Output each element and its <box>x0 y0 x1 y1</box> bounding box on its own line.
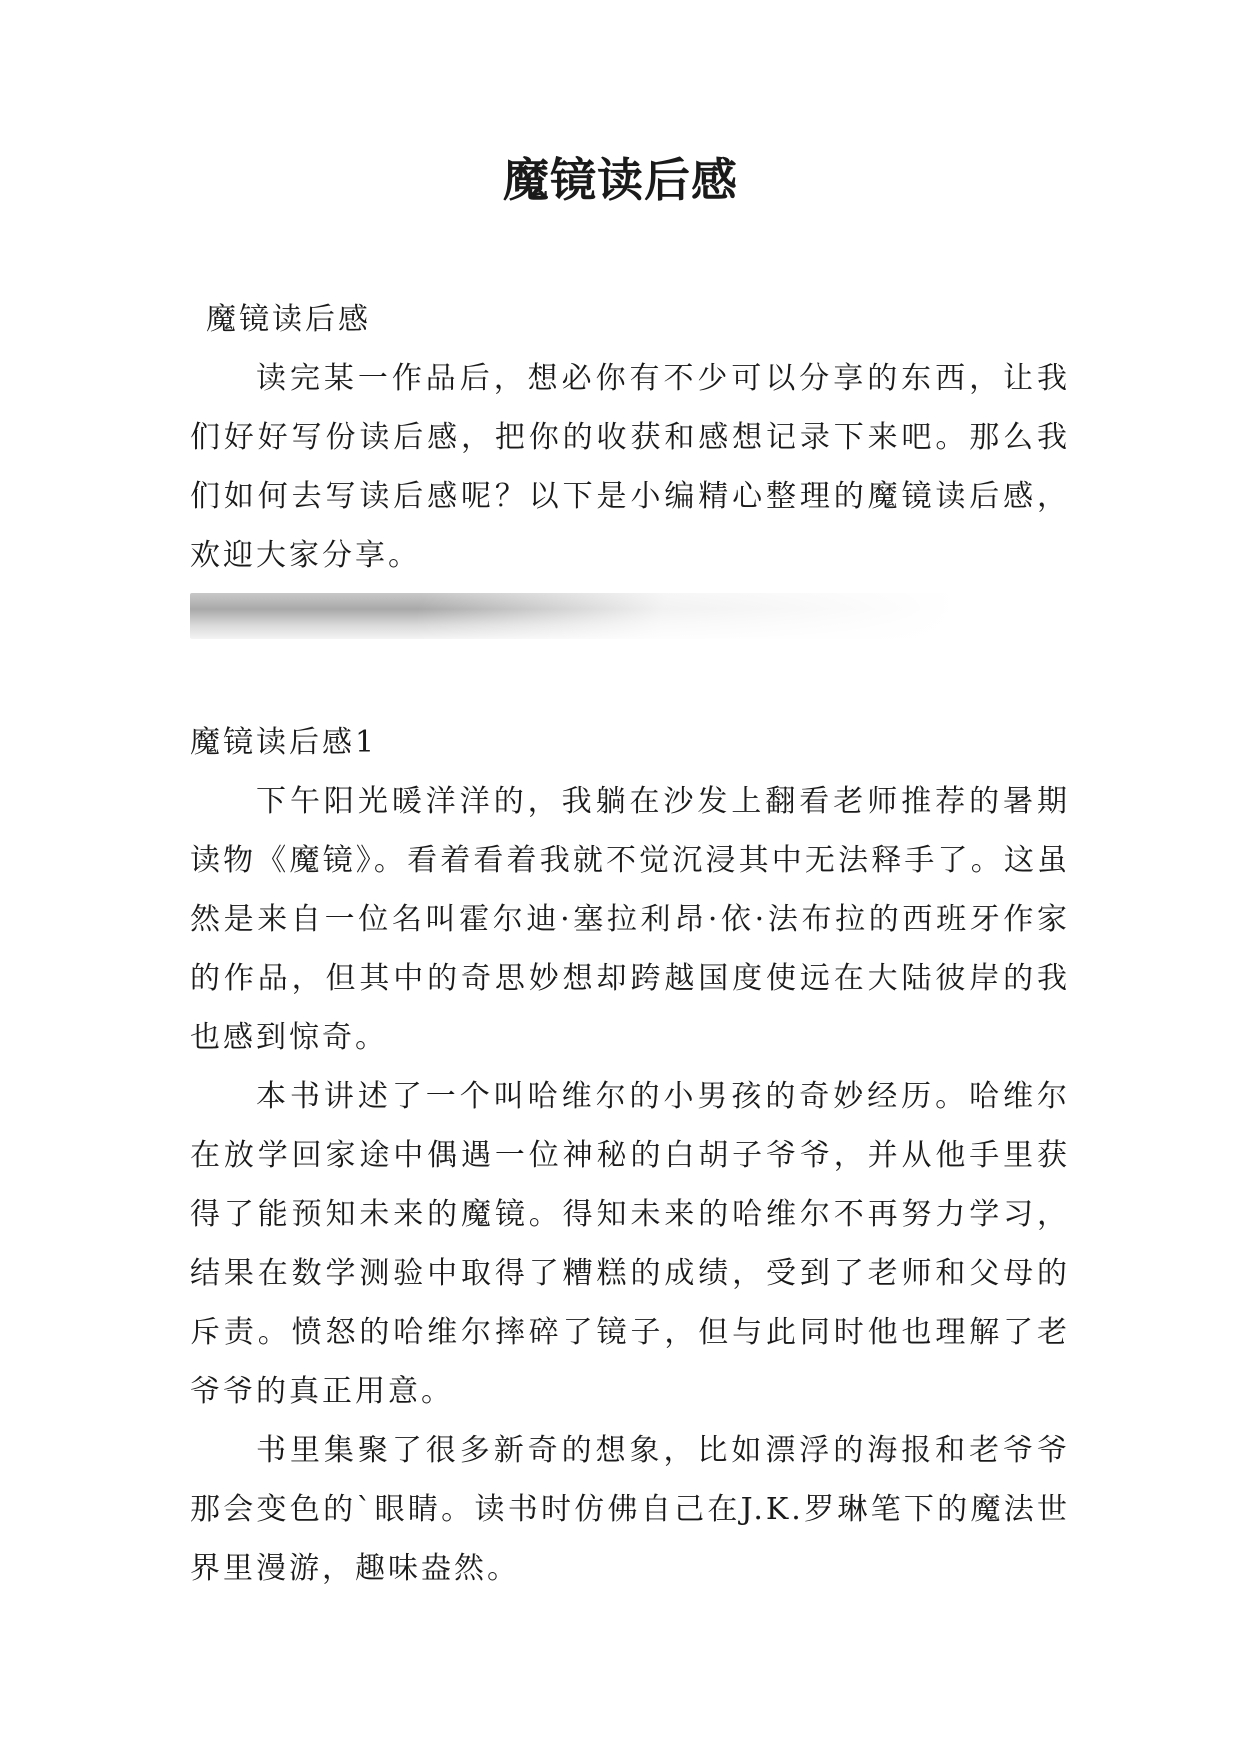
body-paragraph: 本书讲述了一个叫哈维尔的小男孩的奇妙经历。哈维尔在放学回家途中偶遇一位神秘的白胡子爷爷，并从他手里获得了能预知未来的魔镜。得知未来的哈维尔不再努力学习，结果在数学测验中取得了糟糕的成绩，受到了老师和父母的斥责。愤怒的哈维尔摔碎了镜子，但与此同时他也理解了老爷爷的真正用意。 <box>190 1079 1070 1409</box>
document-title: 魔镜读后感 <box>503 153 738 207</box>
document-body <box>190 290 1070 1598</box>
body-paragraph: 书里集聚了很多新奇的想象，比如漂浮的海报和老爷爷那会变色的`眼睛。读书时仿佛自己在J.K.罗琳笔下的魔法世界里漫游，趣味盎然。 <box>190 1433 1070 1586</box>
intro-heading: 魔镜读后感 <box>206 302 371 337</box>
section-heading: 魔镜读后感1 <box>190 725 378 760</box>
intro-paragraph: 读完某一作品后，想必你有不少可以分享的东西，让我们好好写份读后感，把你的收获和感想记录下来吧。那么我们如何去写读后感呢？以下是小编精心整理的魔镜读后感，欢迎大家分享。 <box>190 361 1070 573</box>
decorative-banner-image <box>190 593 950 639</box>
body-paragraph: 下午阳光暖洋洋的，我躺在沙发上翻看老师推荐的暑期读物《魔镜》。看着看着我就不觉沉浸其中无法释手了。这虽然是来自一位名叫霍尔迪·塞拉利昂·依·法布拉的西班牙作家的作品，但其中的奇思妙想却跨越国度使远在大陆彼岸的我也感到惊奇。 <box>190 784 1070 1055</box>
